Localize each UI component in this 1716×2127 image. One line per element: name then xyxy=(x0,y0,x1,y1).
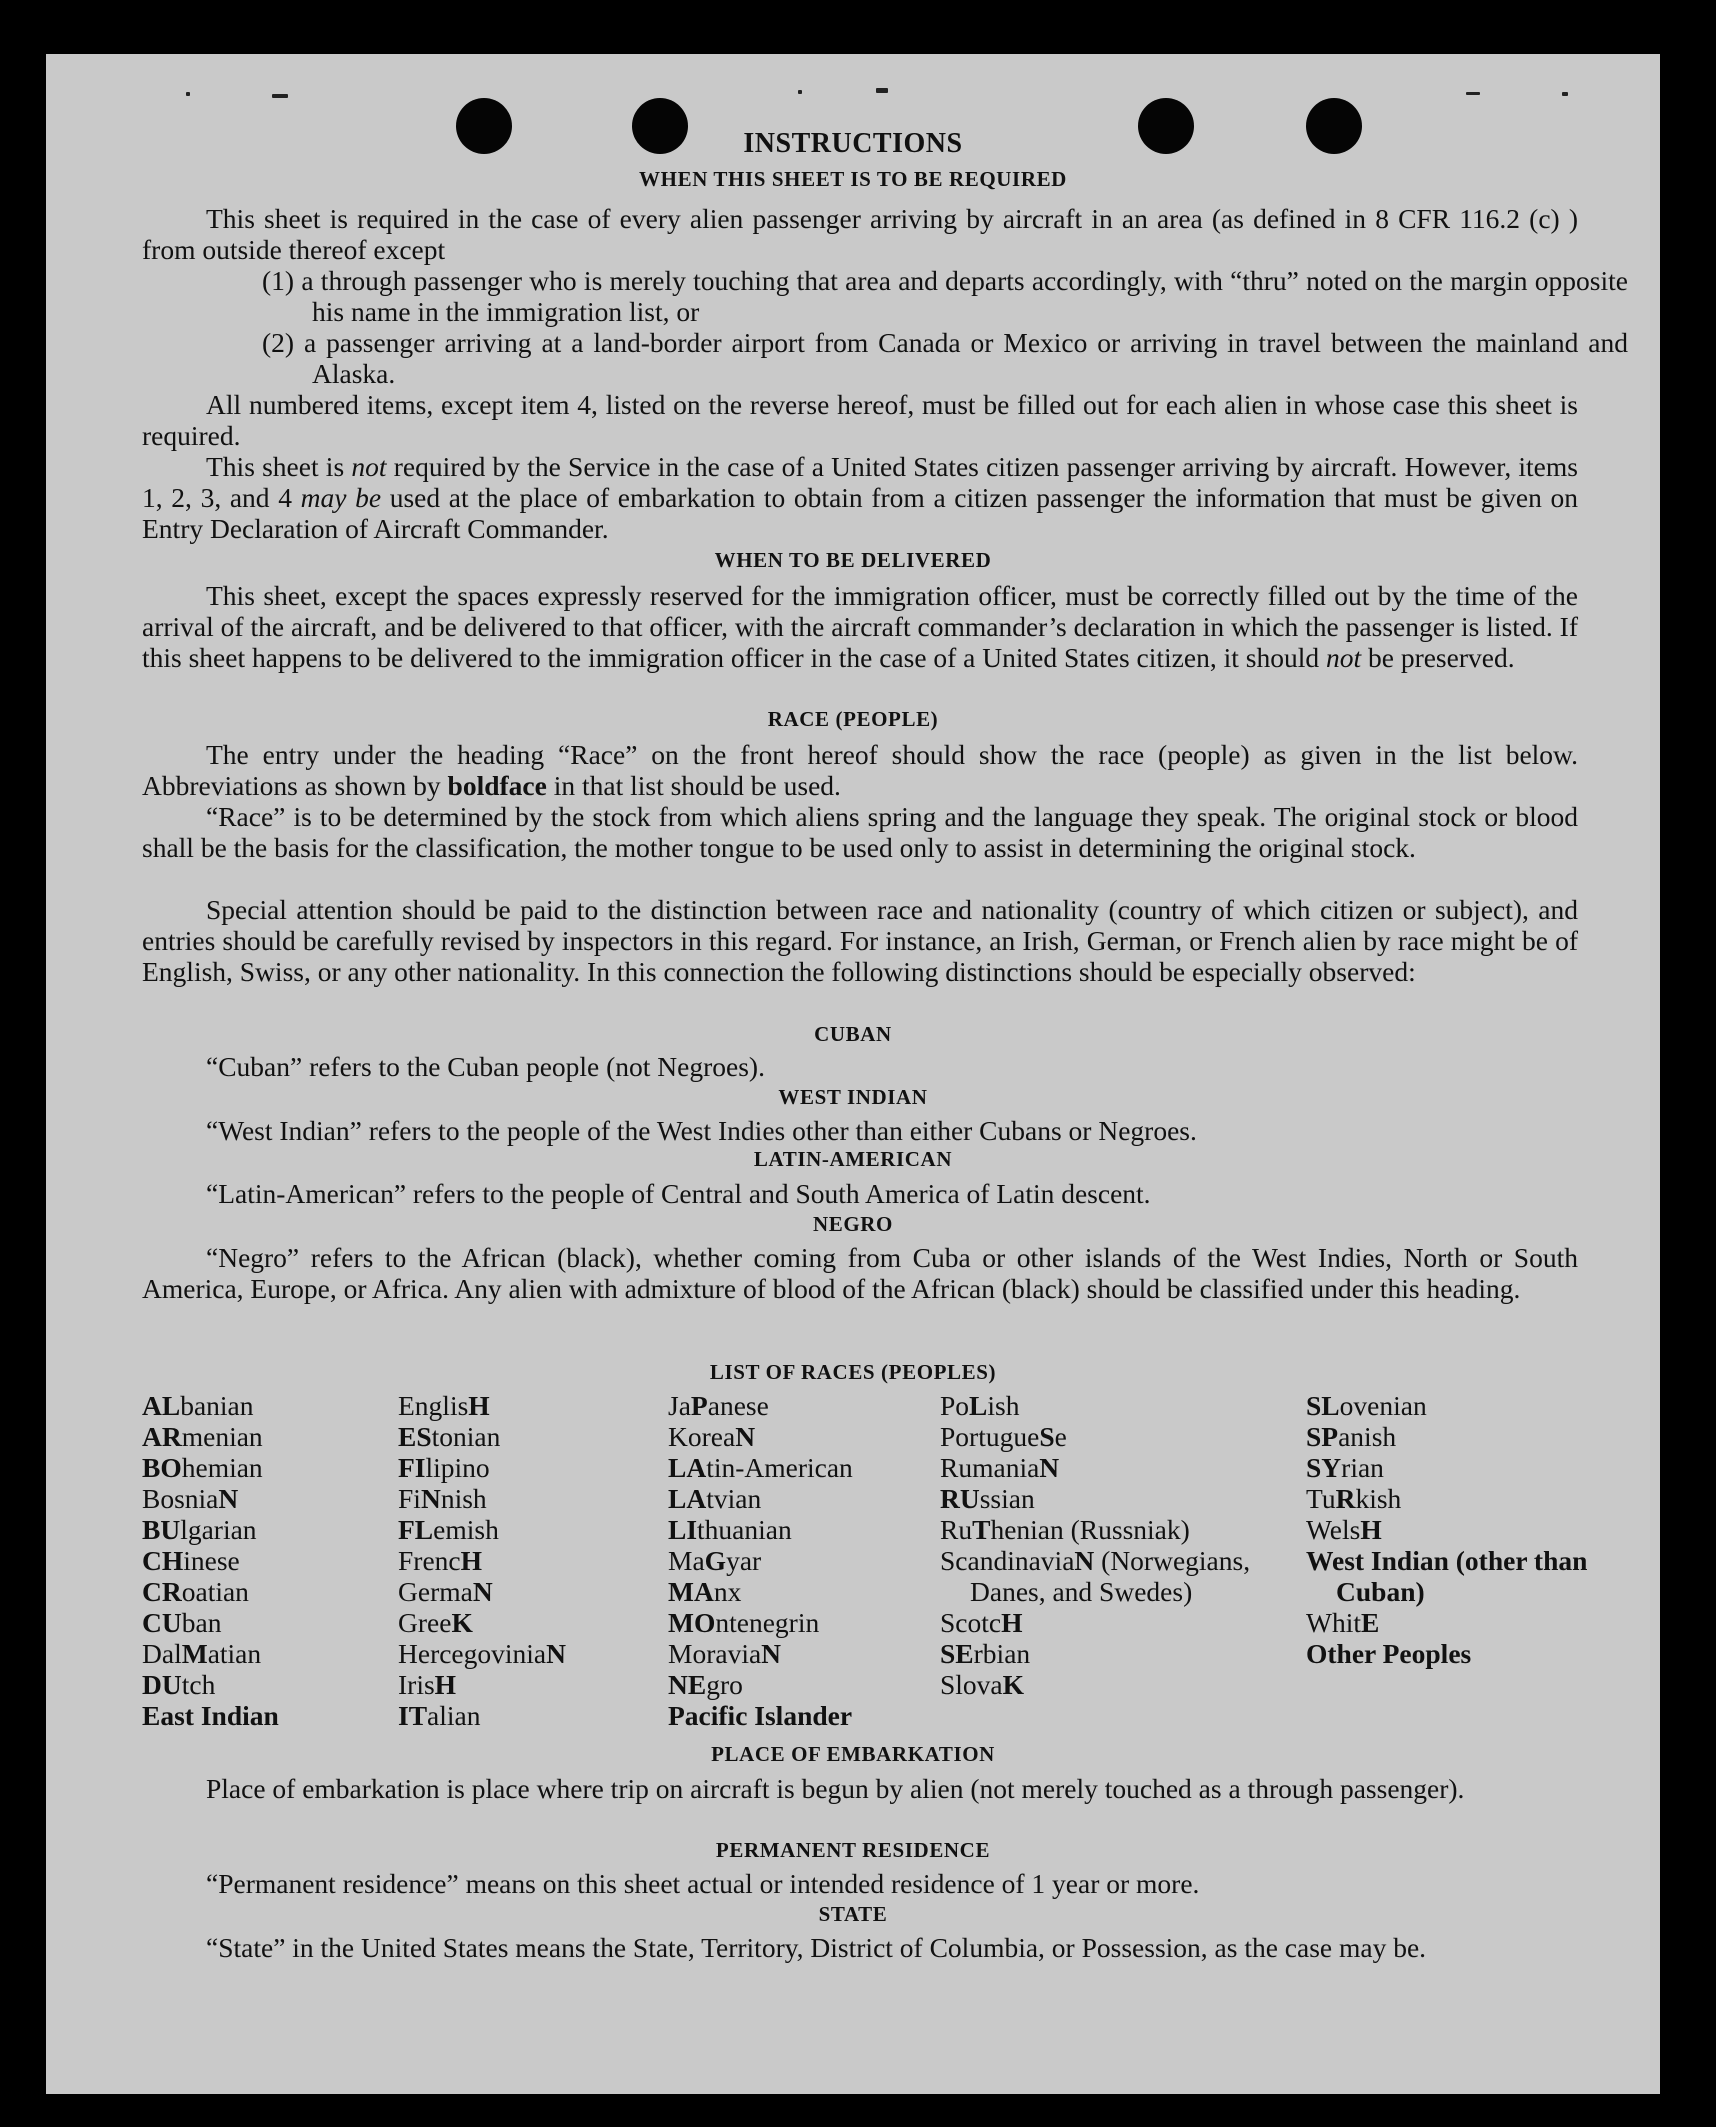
race-column xyxy=(940,1390,1264,1700)
race-entry: SYrian xyxy=(1306,1452,1384,1483)
race-entry: SPanish xyxy=(1306,1421,1397,1452)
paragraph: “Negro” refers to the African (black), whether coming from Cuba or other islands of the West Indies, North or South America, Europe, or Africa. Any alien with admixture of blood of the African (black) should be classified under this heading. xyxy=(142,1242,1578,1304)
race-entry: Other Peoples xyxy=(1306,1638,1472,1669)
race-entry: FrencH xyxy=(398,1545,483,1576)
paragraph: This sheet is required in the case of every alien passenger arriving by aircraft in an area (as defined in 8 CFR 116.2 (c) ) from outside thereof except xyxy=(142,203,1578,265)
race-entry: MOntenegrin xyxy=(668,1607,820,1638)
page-title: INSTRUCTIONS xyxy=(743,128,963,159)
race-entry: FIlipino xyxy=(398,1452,490,1483)
race-entry: RuThenian (Russniak) xyxy=(940,1514,1190,1545)
paragraph: “West Indian” refers to the people of the West Indies other than either Cubans or Negroes. xyxy=(206,1115,1197,1146)
race-entry: Pacific Islander xyxy=(668,1700,853,1731)
race-entry: WelsH xyxy=(1306,1514,1382,1545)
paragraph: The entry under the heading “Race” on the front hereof should show the race (people) as given in the list below. Abbreviations as shown by boldface in that list should be used. xyxy=(142,739,1578,801)
race-column xyxy=(142,1390,372,1731)
race-entry: ALbanian xyxy=(142,1390,254,1421)
section-heading: WHEN TO BE DELIVERED xyxy=(714,548,992,572)
paragraph: “Latin-American” refers to the people of Central and South America of Latin descent. xyxy=(206,1178,1151,1209)
paragraph: Place of embarkation is place where trip on aircraft is begun by alien (not merely touched as a through passenger). xyxy=(206,1773,1465,1804)
race-entry: SErbian xyxy=(940,1638,1031,1669)
race-entry: BUlgarian xyxy=(142,1514,257,1545)
race-entry: GreeK xyxy=(398,1607,473,1638)
paragraph: This sheet, except the spaces expressly reserved for the immigration officer, must be correctly filled out by the time of the arrival of the aircraft, and be delivered to that officer, with the aircraft commander’s declaration in which the passenger is listed. If this sheet happens to be delivered to the immigration officer in the case of a United States citizen, it should not be preserved. xyxy=(142,580,1578,673)
section-heading: CUBAN xyxy=(814,1022,892,1046)
scan-speck xyxy=(272,94,288,98)
section-heading: RACE (PEOPLE) xyxy=(767,707,939,731)
race-entry: DalMatian xyxy=(142,1638,262,1669)
list-item: (1) a through passenger who is merely touching that area and departs accordingly, with “thru” noted on the margin opposite his name in the immigration list, or xyxy=(262,265,1628,327)
paragraph: “Race” is to be determined by the stock from which aliens spring and the language they speak. The original stock or blood shall be the basis for the classification, the mother tongue to be used only to assist in determining the original stock. xyxy=(142,801,1578,863)
race-entry: ITalian xyxy=(398,1700,481,1731)
section-heading: WEST INDIAN xyxy=(778,1085,928,1109)
race-entry: RumaniaN xyxy=(940,1452,1060,1483)
section-heading: PERMANENT RESIDENCE xyxy=(715,1838,991,1862)
race-column xyxy=(1306,1390,1592,1669)
paragraph: This sheet is not required by the Service in the case of a United States citizen passenger arriving by aircraft. However, items 1, 2, 3, and 4 may be used at the place of embarkation to obtain from a citizen passenger the information that must be given on Entry Declaration of Aircraft Commander. xyxy=(142,451,1578,544)
race-entry: HercegoviniaN xyxy=(398,1638,566,1669)
section-heading: PLACE OF EMBARKATION xyxy=(711,1742,995,1766)
race-entry: NEgro xyxy=(668,1669,743,1700)
race-entry: MaGyar xyxy=(668,1545,762,1576)
race-column xyxy=(668,1390,908,1731)
race-entry: CRoatian xyxy=(142,1576,249,1607)
race-entry: ScotcH xyxy=(940,1607,1023,1638)
race-entry: West Indian (other than Cuban) xyxy=(1306,1545,1588,1607)
race-entry: FiNnish xyxy=(398,1483,487,1514)
scan-speck xyxy=(876,88,888,93)
race-column xyxy=(398,1390,648,1731)
section-heading: NEGRO xyxy=(812,1212,893,1236)
race-entry: MAnx xyxy=(668,1576,742,1607)
paragraph: “Cuban” refers to the Cuban people (not Negroes). xyxy=(206,1051,765,1082)
scan-speck xyxy=(798,90,802,94)
race-entry: East Indian xyxy=(142,1700,279,1731)
race-entry: TuRkish xyxy=(1306,1483,1402,1514)
race-entry: JaPanese xyxy=(668,1390,769,1421)
paragraph: “Permanent residence” means on this sheet actual or intended residence of 1 year or more. xyxy=(206,1868,1200,1899)
section-heading: STATE xyxy=(818,1902,888,1926)
section-heading: LATIN-AMERICAN xyxy=(753,1147,953,1171)
race-entry: LAtin-American xyxy=(668,1452,853,1483)
race-entry: SlovaK xyxy=(940,1669,1025,1700)
race-entry: MoraviaN xyxy=(668,1638,782,1669)
race-entry: LAtvian xyxy=(668,1483,762,1514)
scan-speck xyxy=(186,92,190,96)
race-entry: BosniaN xyxy=(142,1483,239,1514)
paragraph: Special attention should be paid to the distinction between race and nationality (country of which citizen or subject), and entries should be carefully revised by inspectors in this regard. For instance, an Irish, German, or French alien by race might be of English, Swiss, or any other nationality. In this connection the following distinctions should be especially observed: xyxy=(142,894,1578,987)
list-item: (2) a passenger arriving at a land-border airport from Canada or Mexico or arriving in travel between the mainland and Alaska. xyxy=(262,327,1628,389)
race-entry: ScandinaviaN (Norwegians, Danes, and Swedes) xyxy=(940,1545,1251,1607)
section-heading: LIST OF RACES (PEOPLES) xyxy=(709,1360,997,1384)
section-heading: WHEN THIS SHEET IS TO BE REQUIRED xyxy=(639,167,1067,191)
race-entry: FLemish xyxy=(398,1514,499,1545)
race-entry: KoreaN xyxy=(668,1421,756,1452)
race-entry: EnglisH xyxy=(398,1390,490,1421)
race-entry: EStonian xyxy=(398,1421,501,1452)
race-entry: LIthuanian xyxy=(668,1514,792,1545)
race-entry: WhitE xyxy=(1306,1607,1380,1638)
paragraph: All numbered items, except item 4, listed on the reverse hereof, must be filled out for each alien in whose case this sheet is required. xyxy=(142,389,1578,451)
race-entry: PoLish xyxy=(940,1390,1020,1421)
document-page xyxy=(46,54,1660,2094)
race-entry: DUtch xyxy=(142,1669,216,1700)
paragraph: “State” in the United States means the State, Territory, District of Columbia, or Possession, as the case may be. xyxy=(206,1932,1427,1963)
race-entry: SLovenian xyxy=(1306,1390,1427,1421)
scan-speck xyxy=(1466,92,1480,95)
race-entry: CUban xyxy=(142,1607,222,1638)
race-entry: GermaN xyxy=(398,1576,493,1607)
scan-speck xyxy=(1562,92,1568,96)
race-entry: ARmenian xyxy=(142,1421,263,1452)
race-entry: IrisH xyxy=(398,1669,457,1700)
race-entry: PortugueSe xyxy=(940,1421,1067,1452)
race-entry: CHinese xyxy=(142,1545,240,1576)
race-entry: BOhemian xyxy=(142,1452,263,1483)
race-entry: RUssian xyxy=(940,1483,1035,1514)
